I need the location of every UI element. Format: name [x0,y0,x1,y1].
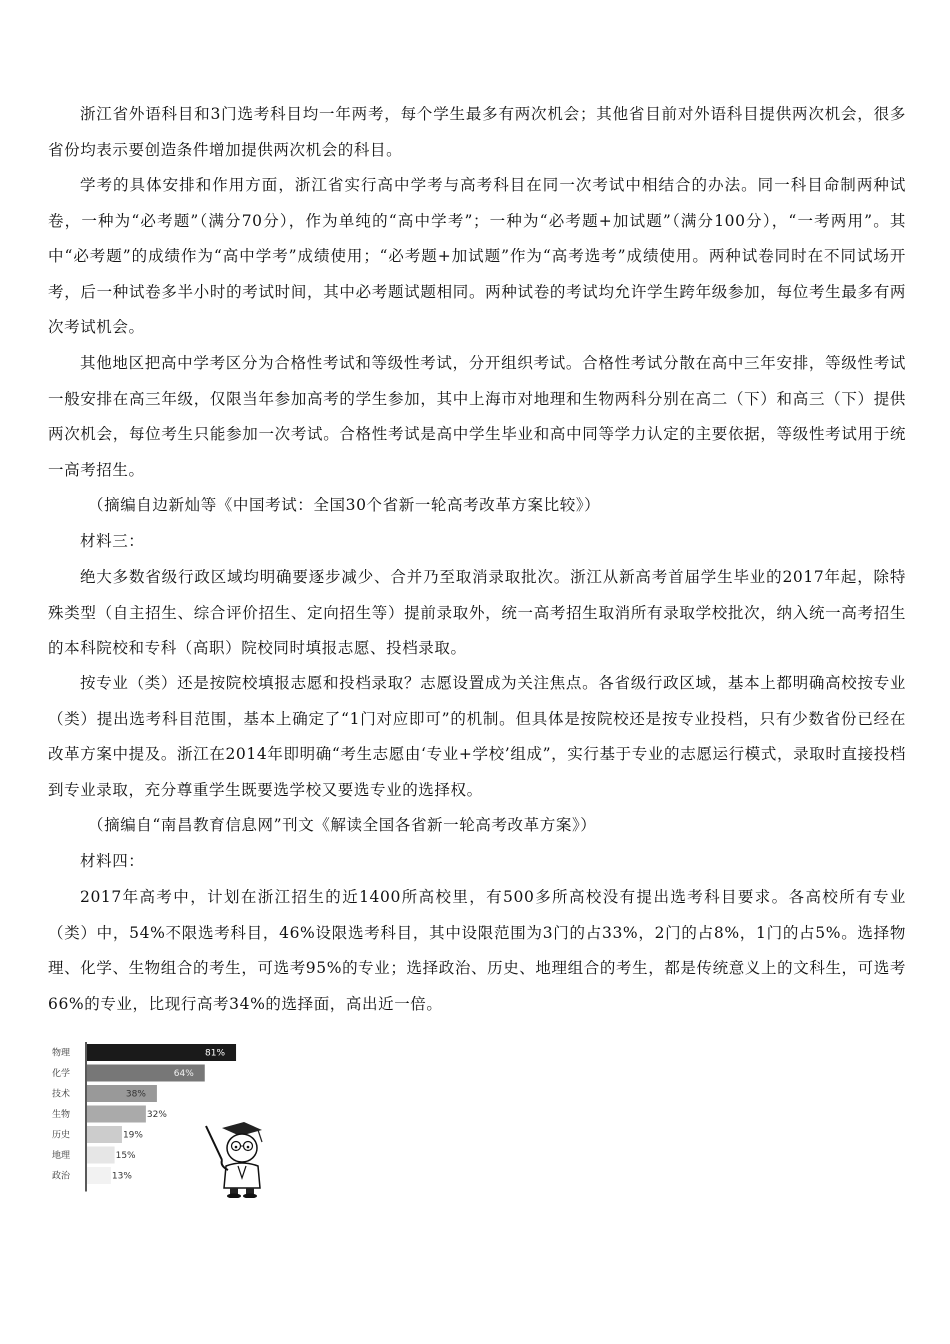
chart-bar [87,1167,111,1184]
paragraph-exam-opportunities: 浙江省外语科目和3门选考科目均一年两考，每个学生最多有两次机会；其他省目前对外语科目提供两次机会，很多省份均表示要创造条件增加提供两次机会的科目。 [48,105,906,159]
chart-bar [87,1126,122,1143]
chart-value-label: 64% [173,1069,194,1079]
chart-bar [87,1085,157,1102]
chart-category-label: 化学 [52,1069,71,1079]
chart-category-label: 地理 [52,1151,71,1161]
chart-value-label: 32% [146,1110,167,1120]
material-four-heading: 材料四： [80,852,145,870]
paragraph-2017-statistics: 2017年高考中，计划在浙江招生的近1400所高校里，有500多所高校没有提出选考科目要求。各高校所有专业（类）中，54%不限选考科目，46%设限选考科目，其中设限范围为3门的占33%，2门的占8%，1门的占5%。选择物理、化学、生物组合的考生，可选考95%的专业；选择政治、历史、地理组合的考生，都是传统意义上的文科生，可选考66%的专业，比现行高考34%的选择面，高出近一倍。 [48,888,906,1013]
paragraph-admission-batches: 绝大多数省级行政区域均明确要逐步减少、合并乃至取消录取批次。浙江从新高考首届学生毕业的2017年起，除特殊类型（自主招生、综合评价招生、定向招生等）提前录取外，统一高考招生取消所有录取学校批次，纳入统一高考招生的本科院校和专科（高职）院校同时填报志愿、投档录取。 [48,568,906,657]
chart-value-label: 38% [125,1089,146,1100]
paragraph-major-choice: 按专业（类）还是按院校填报志愿和投档录取？志愿设置成为关注焦点。各省级行政区域，基本上都明确高校按专业（类）提出选考科目范围，基本上确定了“1门对应即可”的机制。但具体是按院校还是按专业投档，只有少数省份已经在改革方案中提及。浙江在2014年即明确“考生志愿由‘专业+学校’组成”，实行基于专业的志愿运行模式，录取时直接投档到专业录取，充分尊重学生既要选学校又要选专业的选择权。 [48,674,906,799]
chart-value-label: 81% [205,1048,226,1059]
chart-bar [87,1147,115,1164]
paragraph-zhejiang-arrangement: 学考的具体安排和作用方面，浙江省实行高中学考与高考科目在同一次考试中相结合的办法。同一科目命制两种试卷，一种为“必考题”（满分70分），作为单纯的“高中学考”；一种为“必考题+加试题”（满分100分），“一考两用”。其中“必考题”的成绩作为“高中学考”成绩使用；“必考题+加试题”作为“高考选考”成绩使用。两种试卷同时在不同试场开考，后一种试卷多半小时的考试时间，其中必考题试题相同。两种试卷的考试均允许学生跨年级参加，每位考生最多有两次考试机会。 [48,176,906,336]
chart-category-label: 政治 [52,1171,71,1182]
chart-value-label: 15% [115,1151,136,1161]
chart-value-label: 13% [111,1171,132,1182]
source-citation-2: （摘编自“南昌教育信息网”刊文《解读全国各省新一轮高考改革方案》） [88,816,597,834]
material-three-heading: 材料三： [80,532,145,550]
chart-category-label: 技术 [52,1089,71,1100]
teacher-cartoon-icon [200,1118,272,1198]
chart-category-label: 生物 [52,1110,71,1120]
paragraph-other-regions: 其他地区把高中学考区分为合格性考试和等级性考试，分开组织考试。合格性考试分散在高中三年安排，等级性考试一般安排在高三年级，仅限当年参加高考的学生参加，其中上海市对地理和生物两科分别在高二（下）和高三（下）提供两次机会，每位考生只能参加一次考试。合格性考试是高中学生毕业和高中同等学力认定的主要依据，等级性考试用于统一高考招生。 [48,354,906,479]
chart-category-label: 物理 [52,1048,71,1059]
chart-category-label: 历史 [52,1130,71,1141]
source-citation-1: （摘编自边新灿等《中国考试：全国30个省新一轮高考改革方案比较》） [88,496,601,514]
chart-bar [87,1106,146,1123]
chart-value-label: 19% [122,1130,143,1141]
